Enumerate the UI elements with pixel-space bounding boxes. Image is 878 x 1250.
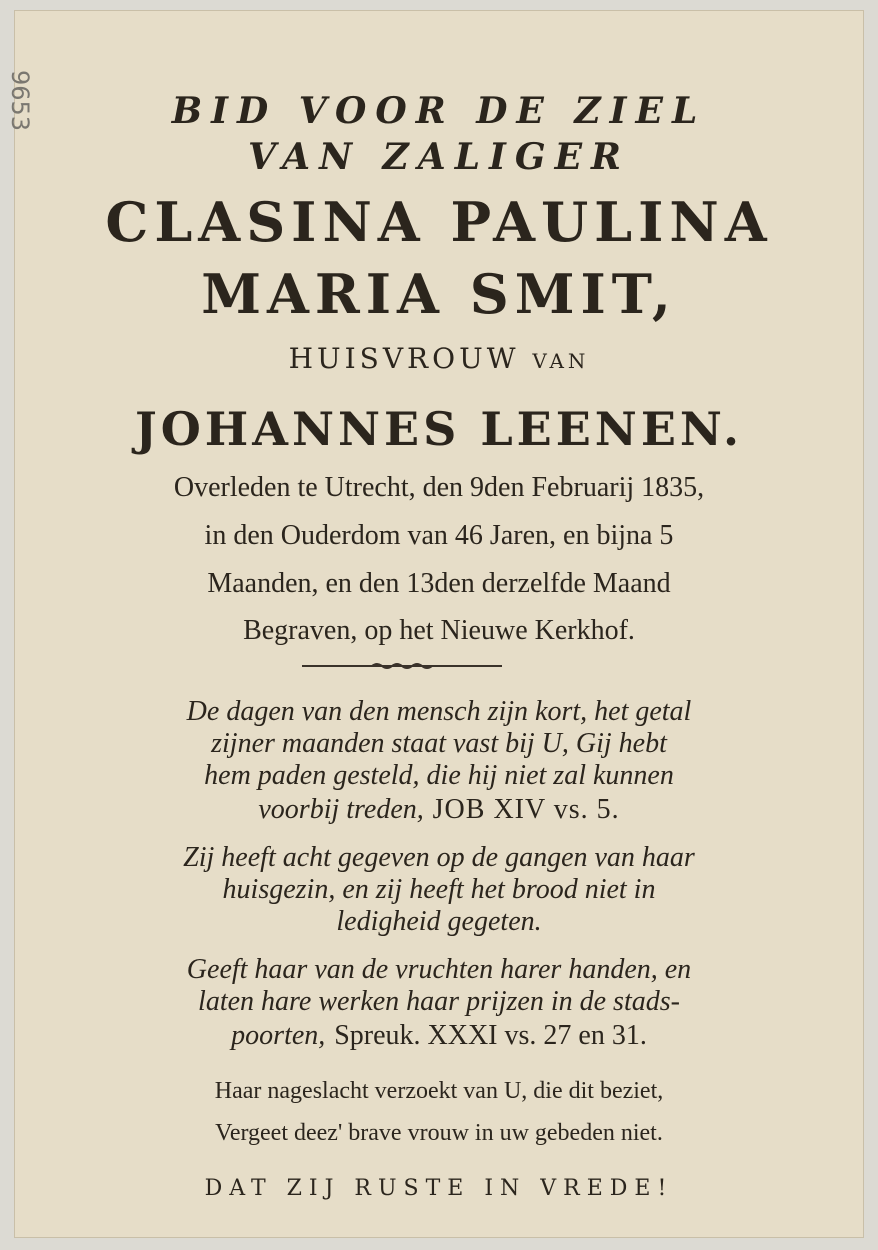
death-notice-line-3: Maanden, en den 13den derzelfde Maand: [207, 568, 671, 599]
verse2-line-3: ledigheid gegeten.: [336, 906, 542, 937]
huisvrouw-label: HUISVROUW: [288, 342, 520, 375]
deceased-name-line-2: MARIA SMIT,: [201, 262, 677, 326]
closing-line-2: Vergeet deez' brave vrouw in uw gebeden niet.: [215, 1120, 663, 1146]
deceased-name-line-1: CLASINA PAULINA: [105, 190, 773, 254]
verse1-line-1: De dagen van den mensch zijn kort, het getal: [186, 696, 692, 727]
verse1-line-4: [14, 792, 864, 826]
verse3-reference: Spreuk. XXXI vs. 27 en 31.: [334, 1020, 647, 1051]
closing-line-1: Haar nageslacht verzoekt van U, die dit beziet,: [214, 1078, 664, 1104]
verse3-line-3: [14, 1018, 864, 1052]
verse2-line-2: huisgezin, en zij heeft het brood niet in: [222, 874, 656, 905]
verse1-line-2: zijner maanden staat vast bij U, Gij hebt: [211, 728, 667, 759]
header-line-2: VAN ZALIGER: [248, 136, 630, 178]
verse2-line-1: Zij heeft acht gegeven op de gangen van haar: [183, 842, 695, 873]
final-blessing: DAT ZIJ RUSTE IN VREDE!: [204, 1176, 674, 1201]
verse3-line-1: Geeft haar van de vruchten harer handen, en: [186, 954, 692, 985]
verse3-line-2: laten hare werken haar prijzen in de stads-: [198, 986, 680, 1017]
ornamental-rule: [302, 662, 502, 670]
verse1-last-text: voorbij treden,: [258, 794, 424, 825]
husband-name: JOHANNES LEENEN.: [134, 402, 744, 456]
memorial-card: [6, 10, 864, 1238]
van-label: VAN: [532, 349, 590, 373]
verse1-line-3: hem paden gesteld, die hij niet zal kunnen: [204, 760, 674, 791]
verse3-last-text: poorten,: [231, 1020, 326, 1051]
header-line-1: BID VOOR DE ZIEL: [171, 90, 707, 132]
death-notice-line-1: Overleden te Utrecht, den 9den Februarij 1835,: [173, 472, 705, 503]
verse1-reference: JOB XIV vs. 5.: [432, 794, 620, 825]
relation-line: [14, 342, 864, 375]
death-notice-line-2: in den Ouderdom van 46 Jaren, en bijna 5: [204, 520, 674, 551]
death-notice-line-4: Begraven, op het Nieuwe Kerkhof.: [243, 615, 635, 646]
inventory-number: 9653: [6, 70, 34, 132]
